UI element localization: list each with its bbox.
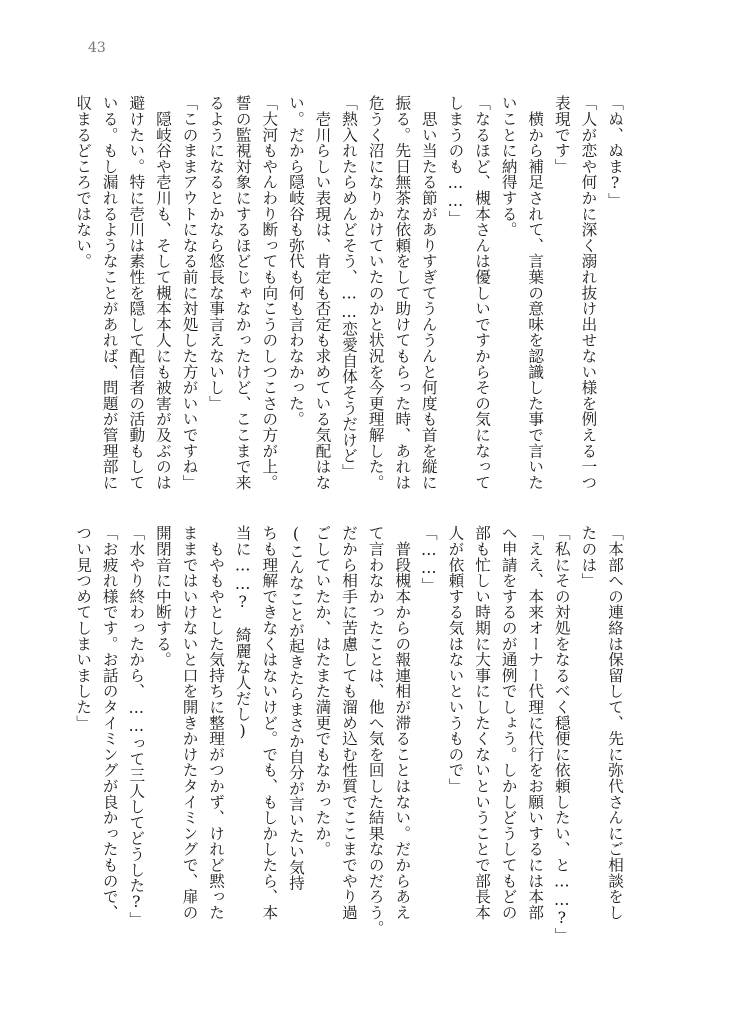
- text-line: だから相手に苦慮しても溜め込む性質でここまでやり過: [340, 525, 359, 920]
- text-line: 「人が恋や何かに深く溺れ抜け出せない様を例える一つ: [579, 95, 598, 490]
- text-line: 部も忙しい時期に大事にしたくないということで部長本: [473, 525, 492, 920]
- text-line: て言わなかったことは、他へ気を回した結果なのだろう。: [366, 525, 385, 936]
- text-line: へ申請をするのが通例でしょう。しかしどうしてもどの: [499, 525, 518, 920]
- text-line: 振る。先日無茶な依頼をして助けてもらった時、あれは: [393, 95, 412, 490]
- text-line: 横から補足されて、言葉の意味を認識した事で言いた: [526, 95, 545, 490]
- text-line: ままではいけないと口を開きかけたタイミングで、扉の: [180, 525, 199, 920]
- text-line: もやもやとした気持ちに整理がつかず、けれど黙った: [207, 525, 226, 920]
- text-line: (こんなことが起きたらまさか自分が言いたい気持: [286, 525, 305, 891]
- text-line: いる。もし漏れるようなことがあれば、問題が管理部に: [100, 95, 119, 490]
- text-line: るようになるとかなら悠長な事言えないし」: [207, 95, 226, 411]
- text-line: 避けたい。特に壱川は素性を隠して配信者の活動もして: [127, 95, 146, 490]
- text-line: 「大河もやんわり断っても向こうのしつこさの方が上。: [260, 95, 279, 490]
- text-line: 「ええ、本来オーナー代理に代行をお願いするには本部: [526, 525, 545, 920]
- text-line: 誓の監視対象にするほどじゃなかったけど、ここまで来: [233, 95, 252, 490]
- text-line: 「なるほど、槻本さんは優しいですからその気になって: [473, 95, 492, 490]
- text-line: ちも理解できなくはないけど。でも、もしかしたら、本: [260, 525, 279, 920]
- text-line: 人が依頼する気はないというもので」: [446, 525, 465, 794]
- text-line: 壱川らしい表現は、肯定も否定も求めている気配はな: [313, 95, 332, 490]
- text-line: しまうのも……」: [446, 95, 465, 227]
- text-line: 隠岐谷や壱川も、そして槻本本人にも被害が及ぶのは: [153, 95, 172, 490]
- text-line: 「お疲れ様です。お話のタイミングが良かったもので、: [100, 525, 119, 920]
- text-block-bottom: [74, 525, 628, 943]
- page-number: 43: [88, 40, 106, 56]
- text-line: 思い当たる節がありすぎてうんうんと何度も首を縦に: [419, 95, 438, 490]
- text-line: いことに納得する。: [499, 95, 518, 238]
- text-line: 危うく沼になりかけていたのかと状況を今更理解した。: [366, 95, 385, 490]
- text-line: 「熱入れたらめんどそう、……恋愛自体そうだけど」: [340, 95, 359, 479]
- text-line: 表現です」: [552, 95, 571, 174]
- text-line: たのは」: [579, 525, 598, 589]
- text-line: 「……」: [419, 525, 438, 593]
- text-line: 「ぬ、ぬま?」: [606, 95, 624, 208]
- text-line: 開閉音に中断する。: [153, 525, 172, 668]
- text-line: つい見つめてしまいました」: [74, 525, 93, 731]
- text-line: 「水やり終わったから、……って三人してどうした?」: [127, 525, 146, 928]
- text-line: 普段槻本からの報連相が滞ることはない。だからあえ: [393, 525, 412, 920]
- text-line: 当に……? 綺麗な人だし): [233, 525, 252, 740]
- text-line: 「私にその対処をなるべく穏便に依頼したい、と……?」: [552, 525, 571, 943]
- text-line: 「このままアウトになる前に対処した方がいいですね」: [180, 95, 199, 490]
- text-line: い。だから隠岐谷も弥代も何も言わなかった。: [286, 95, 305, 427]
- text-line: 「本部への連絡は保留して、先に弥代さんにご相談をし: [606, 525, 624, 920]
- text-line: ごしていたか、はたまた満更でもなかったか。: [313, 525, 332, 857]
- text-line: 収まるどころではない。: [74, 95, 93, 269]
- text-block-top: [74, 95, 628, 497]
